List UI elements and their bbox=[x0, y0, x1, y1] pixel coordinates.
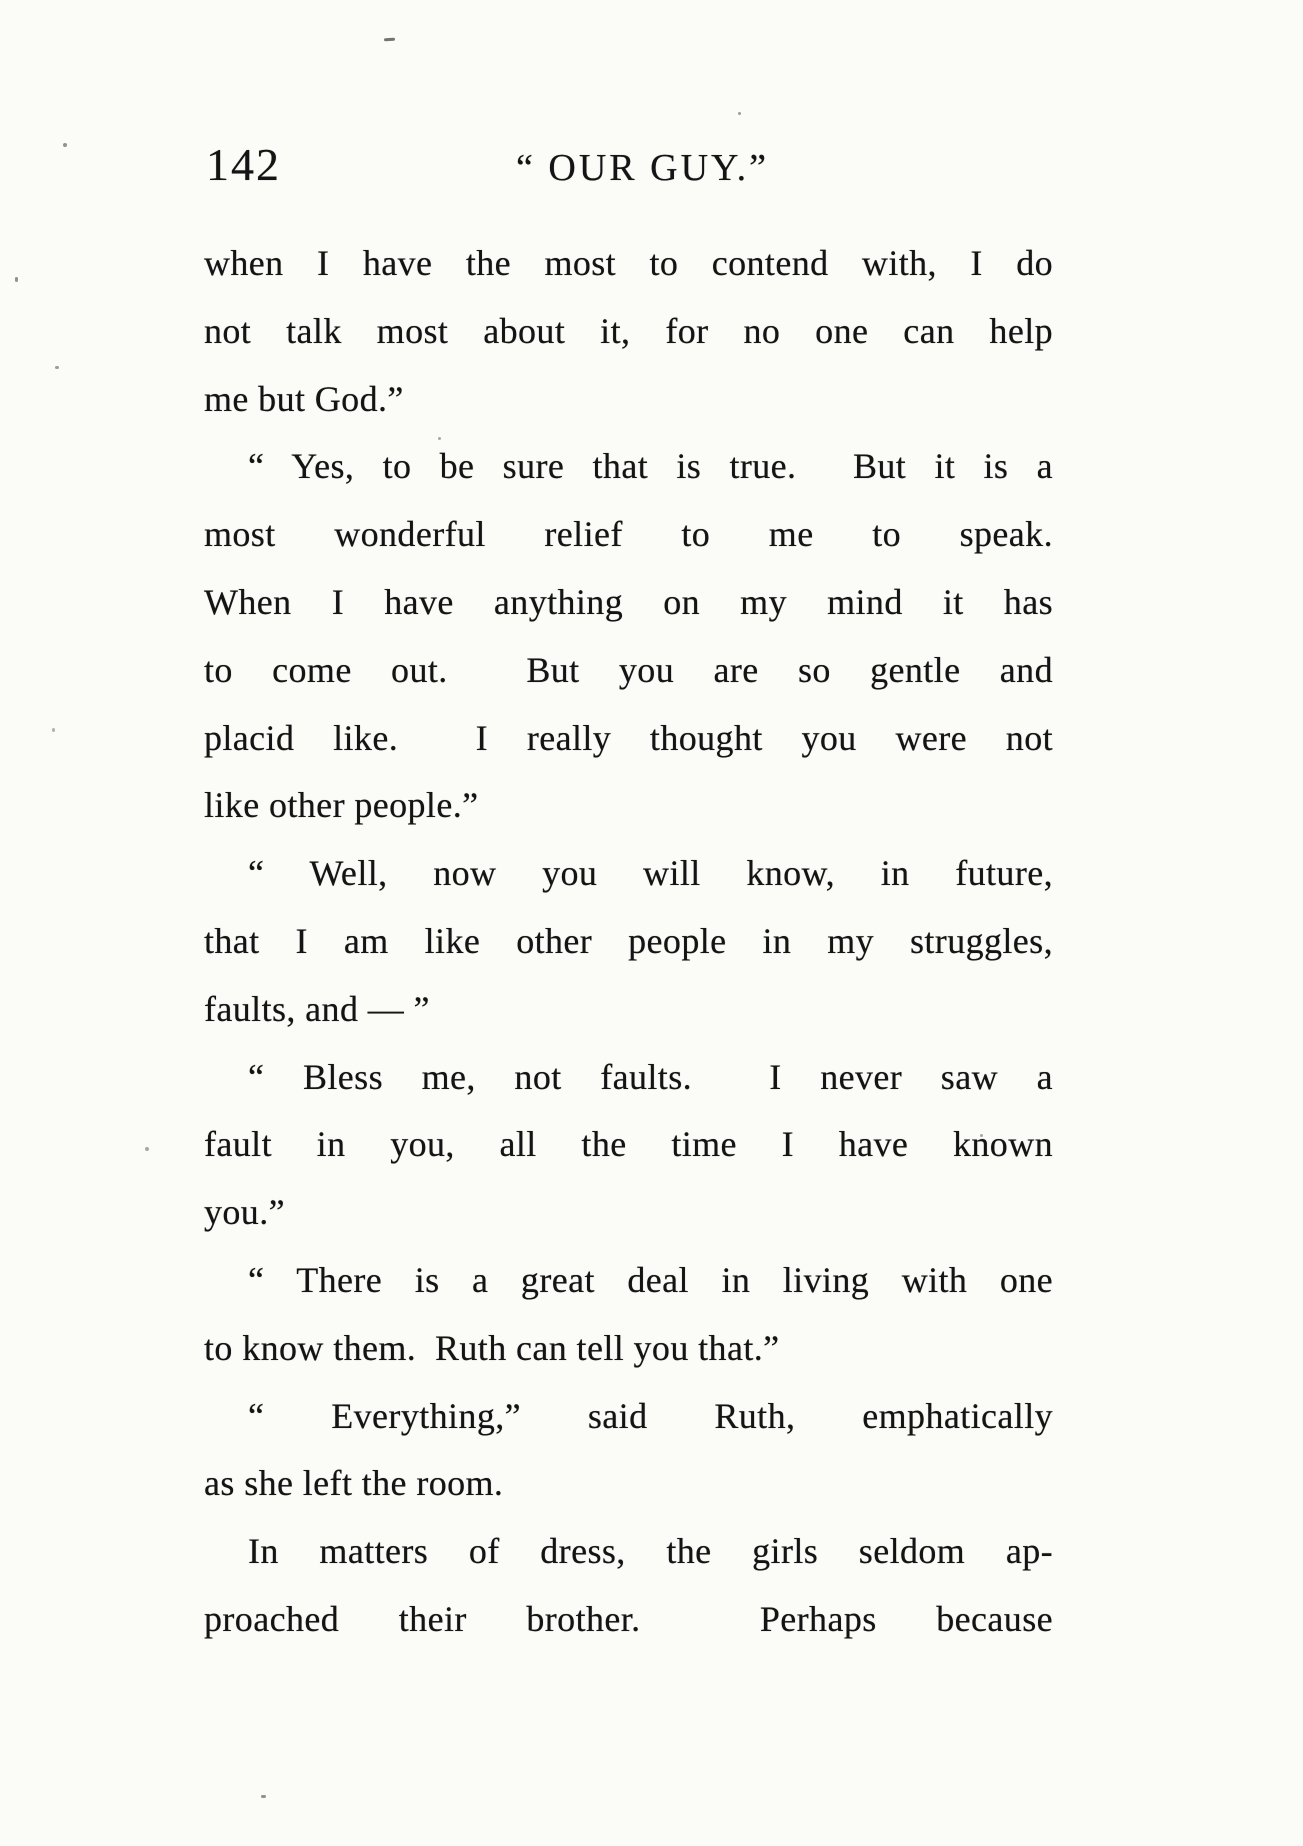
text-line: proached their brother. Perhaps because bbox=[204, 1598, 1053, 1639]
text-line: like other people.” bbox=[204, 785, 479, 826]
scan-speck bbox=[145, 1147, 149, 1151]
paragraph bbox=[204, 840, 1053, 1043]
text-line: to come out. But you are so gentle and bbox=[204, 649, 1053, 690]
text-line: when I have the most to contend with, I do bbox=[204, 243, 1053, 283]
page-number: 142 bbox=[206, 139, 281, 190]
paragraph bbox=[204, 433, 1053, 840]
text-line: you.” bbox=[204, 1192, 285, 1233]
body-text bbox=[204, 230, 1053, 1654]
scan-speck bbox=[980, 1134, 983, 1137]
text-line: faults, and — ” bbox=[204, 988, 430, 1029]
paragraph bbox=[204, 1383, 1053, 1519]
text-line: not talk most about it, for no one can help bbox=[204, 310, 1053, 351]
paragraph bbox=[204, 1518, 1053, 1654]
scan-speck bbox=[55, 366, 59, 369]
text-line: In matters of dress, the girls seldom ap- bbox=[248, 1531, 1053, 1572]
text-line: placid like. I really thought you were not bbox=[204, 717, 1053, 758]
text-line: “ Well, now you will know, in future, bbox=[248, 853, 1053, 894]
text-line: fault in you, all the time I have known bbox=[204, 1124, 1053, 1165]
scan-speck bbox=[738, 112, 741, 115]
text-line: to know them. Ruth can tell you that.” bbox=[204, 1327, 780, 1368]
scan-speck bbox=[438, 437, 441, 440]
text-line: “ Yes, to be sure that is true. But it is a bbox=[248, 446, 1053, 487]
page-header bbox=[204, 0, 1053, 200]
scan-speck bbox=[261, 1795, 266, 1798]
text-line: that I am like other people in my struggles, bbox=[204, 920, 1053, 961]
scan-speck bbox=[15, 277, 18, 282]
running-title: “ OUR GUY.” bbox=[516, 147, 769, 189]
text-line: as she left the room. bbox=[204, 1463, 504, 1504]
text-line: “ Bless me, not faults. I never saw a bbox=[248, 1056, 1053, 1097]
text-line: When I have anything on my mind it has bbox=[204, 581, 1053, 622]
text-line: me but God.” bbox=[204, 378, 404, 419]
paragraph bbox=[204, 1044, 1053, 1247]
paragraph bbox=[204, 230, 1053, 433]
scan-speck bbox=[52, 728, 55, 732]
text-line: “ There is a great deal in living with one bbox=[248, 1259, 1053, 1300]
scan-speck bbox=[63, 143, 67, 147]
paragraph bbox=[204, 1247, 1053, 1383]
text-line: “ Everything,” said Ruth, emphatically bbox=[248, 1395, 1053, 1436]
text-line: most wonderful relief to me to speak. bbox=[204, 514, 1053, 555]
